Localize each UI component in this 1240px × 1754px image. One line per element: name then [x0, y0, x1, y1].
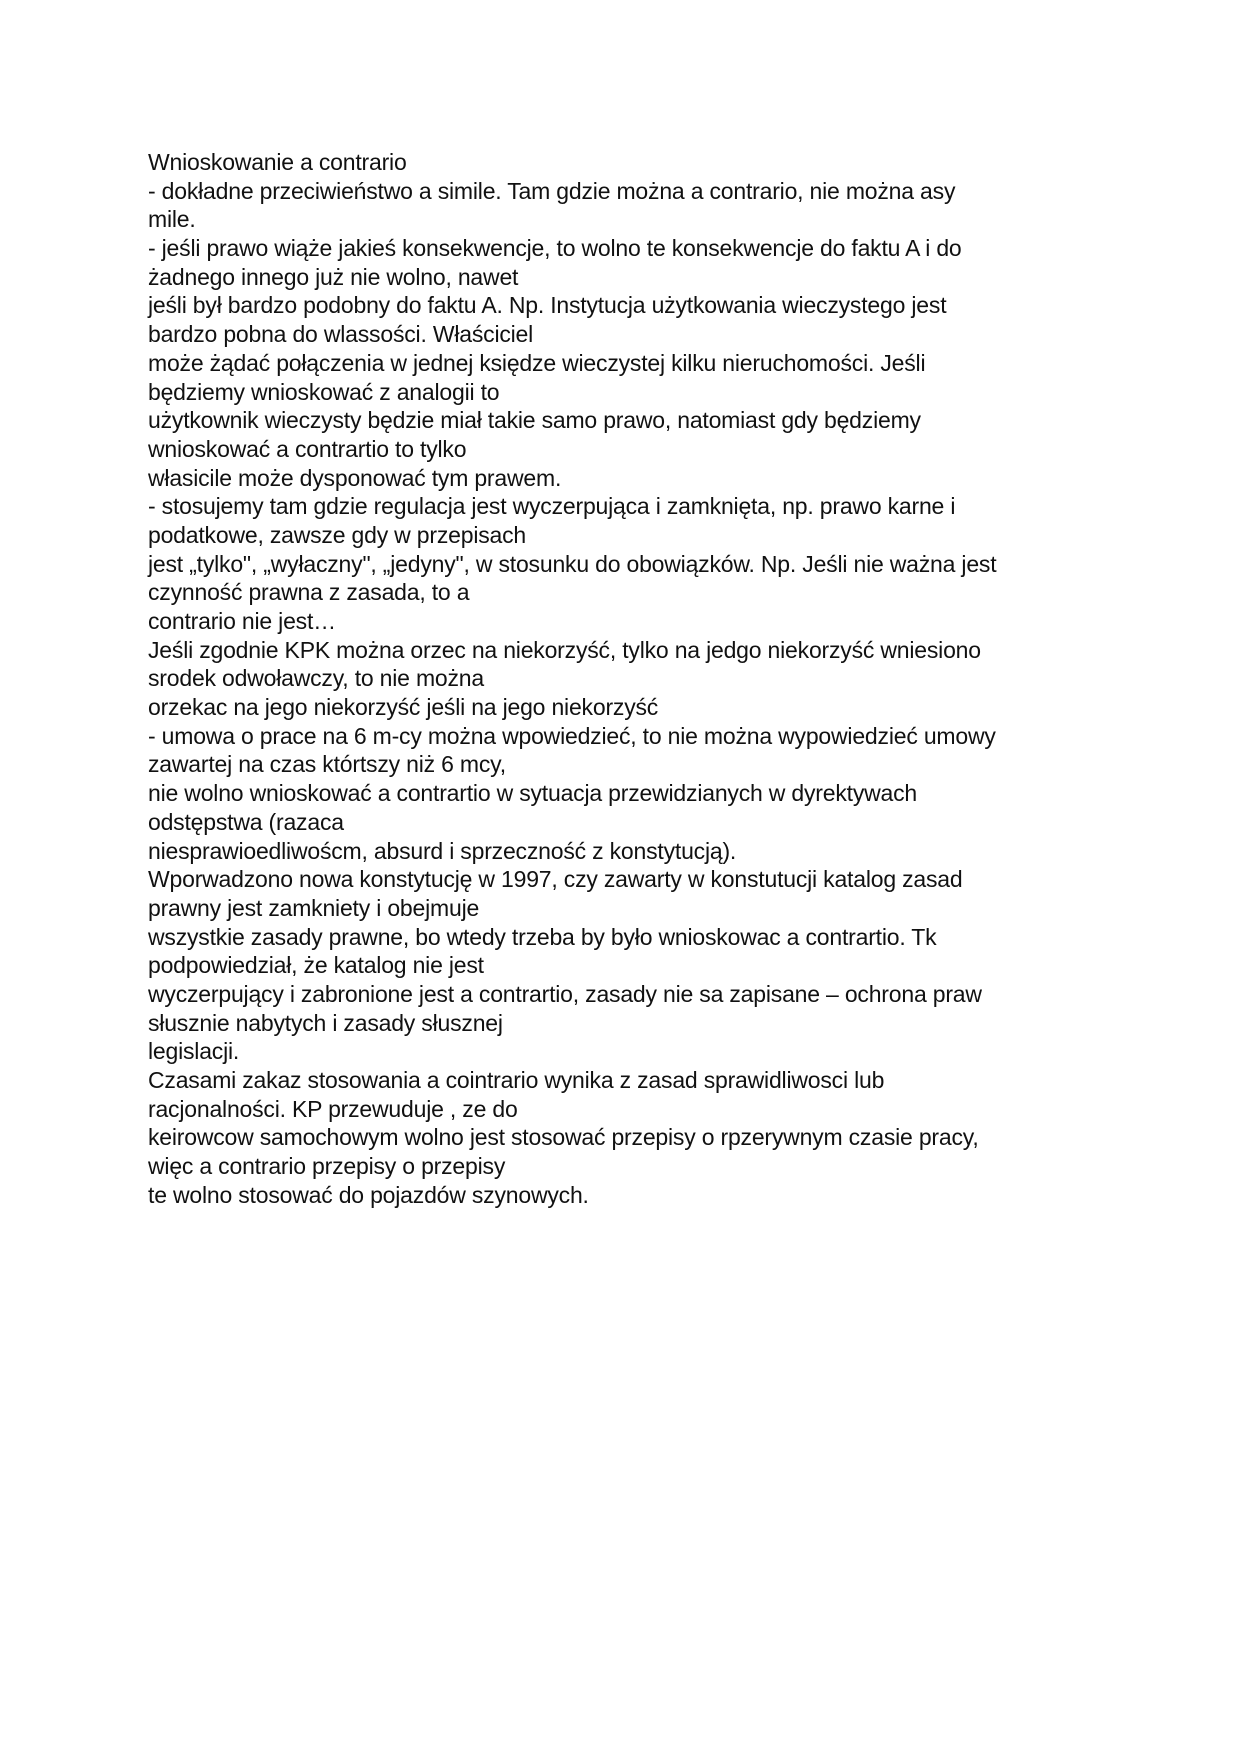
text-line: bardzo pobna do wlassości. Właściciel: [148, 321, 534, 348]
text-line: te wolno stosować do pojazdów szynowych.: [148, 1181, 589, 1208]
text-line: czynność prawna z zasada, to a: [148, 579, 470, 606]
text-line: nie wolno wnioskować a contrartio w sytuacja przewidzianych w dyrektywach: [148, 780, 918, 807]
text-line: własicile może dysponować tym prawem.: [148, 464, 562, 491]
text-line: więc a contrario przepisy o przepisy: [148, 1153, 506, 1180]
text-line: srodek odwoławczy, to nie można: [148, 665, 484, 692]
text-line: słusznie nabytych i zasady słusznej: [148, 1009, 503, 1036]
text-line: - dokładne przeciwieństwo a simile. Tam gdzie można a contrario, nie można asy: [148, 177, 956, 204]
text-line: racjonalności. KP przewuduje , ze do: [148, 1095, 518, 1122]
text-line: będziemy wnioskować z analogii to: [148, 378, 500, 405]
text-line: - stosujemy tam gdzie regulacja jest wyczerpująca i zamknięta, np. prawo karne i: [148, 493, 956, 520]
text-line: odstępstwa (razaca: [148, 808, 344, 835]
text-line: żadnego innego już nie wolno, nawet: [148, 263, 519, 290]
text-line: - umowa o prace na 6 m-cy można wpowiedzieć, to nie można wypowiedzieć umowy: [148, 722, 996, 749]
text-line: Jeśli zgodnie KPK można orzec na niekorzyść, tylko na jedgo niekorzyść wniesiono: [148, 636, 981, 663]
text-line: zawartej na czas którtszy niż 6 mcy,: [148, 751, 506, 778]
text-line: - jeśli prawo wiąże jakieś konsekwencje, to wolno te konsekwencje do faktu A i do: [148, 235, 962, 262]
text-line: orzekac na jego niekorzyść jeśli na jego niekorzyść: [148, 694, 659, 721]
text-line: mile.: [148, 206, 196, 233]
text-line: wyczerpujący i zabronione jest a contrartio, zasady nie sa zapisane – ochrona praw: [148, 980, 982, 1007]
document-body: [148, 148, 1148, 1209]
text-line: prawny jest zamkniety i obejmuje: [148, 894, 480, 921]
text-line: użytkownik wieczysty będzie miał takie samo prawo, natomiast gdy będziemy: [148, 407, 921, 434]
text-line: Wporwadzono nowa konstytucję w 1997, czy zawarty w konstutucji katalog zasad: [148, 866, 963, 893]
text-line: legislacji.: [148, 1038, 240, 1065]
text-line: podpowiedział, że katalog nie jest: [148, 952, 484, 979]
text-line: Czasami zakaz stosowania a cointrario wynika z zasad sprawidliwosci lub: [148, 1067, 885, 1093]
text-line: jest „tylko", „wyłaczny", „jedyny", w stosunku do obowiązków. Np. Jeśli nie ważna jest: [148, 550, 997, 577]
text-line: wszystkie zasady prawne, bo wtedy trzeba by było wnioskowac a contrartio. Tk: [148, 923, 937, 950]
text-line: jeśli był bardzo podobny do faktu A. Np. Instytucja użytkowania wieczystego jest: [148, 292, 947, 319]
text-line: wnioskować a contrartio to tylko: [148, 435, 467, 462]
text-line: contrario nie jest…: [148, 608, 336, 634]
text-line: keirowcow samochowym wolno jest stosować przepisy o rpzerywnym czasie pracy,: [148, 1124, 979, 1151]
text-line: niesprawioedliwoścm, absurd i sprzeczność z konstytucją).: [148, 837, 737, 864]
document-title: Wnioskowanie a contrario: [148, 149, 407, 175]
text-line: podatkowe, zawsze gdy w przepisach: [148, 521, 527, 548]
text-line: może żądać połączenia w jednej księdze wieczystej kilku nieruchomości. Jeśli: [148, 349, 926, 376]
